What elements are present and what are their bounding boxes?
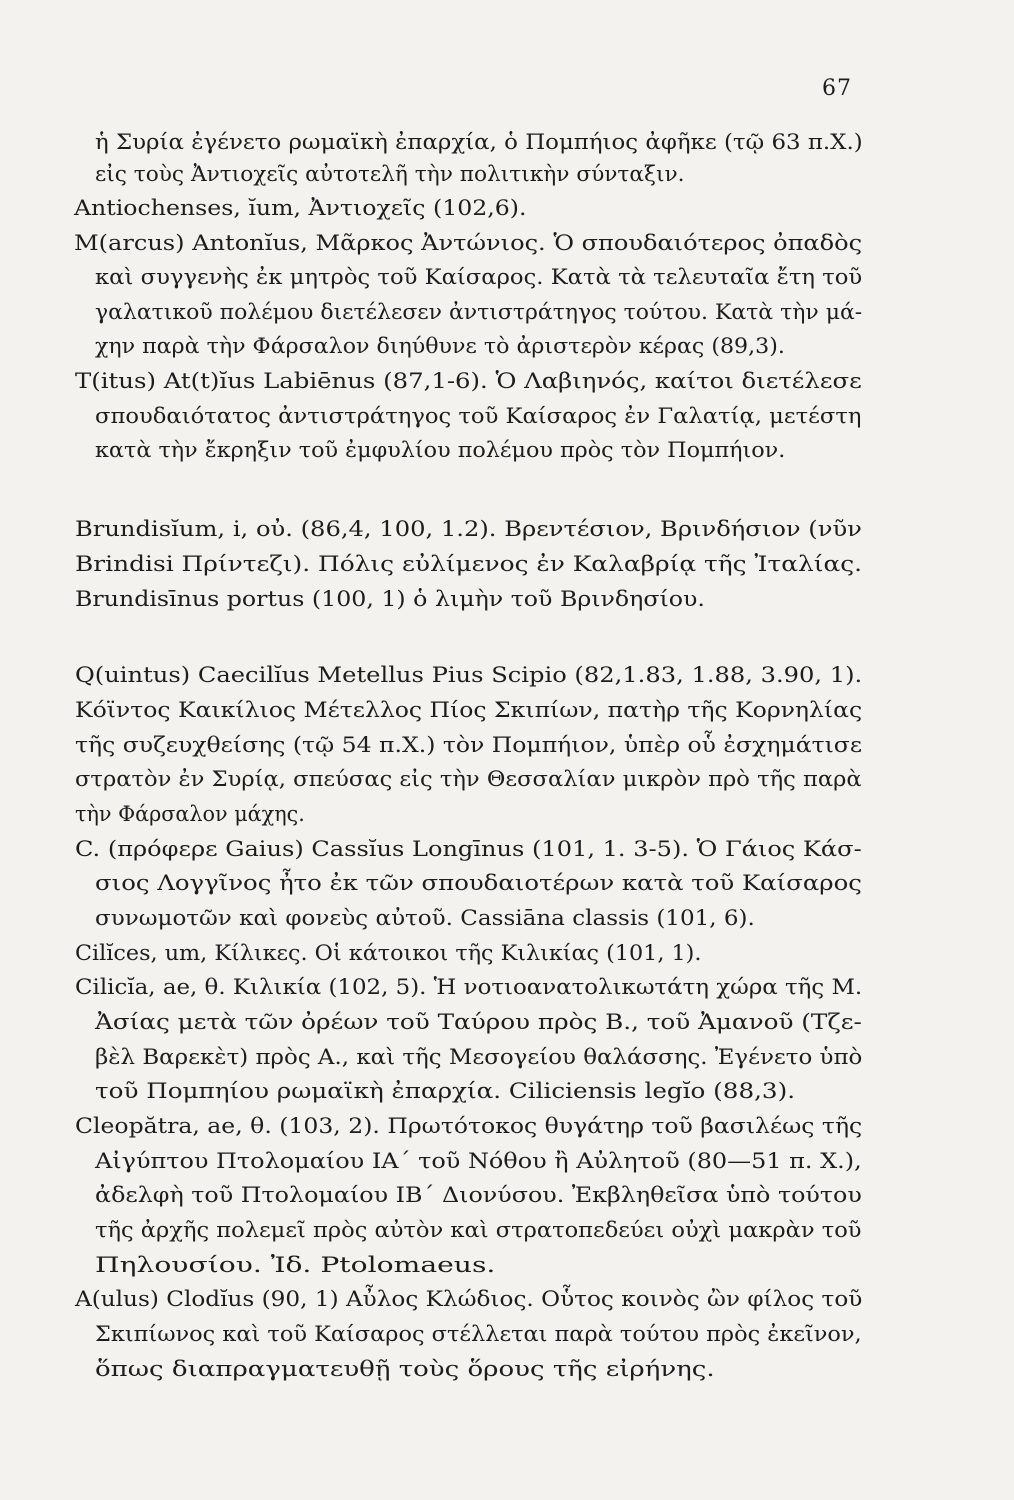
text-line: Cleopătra, ae, θ. (103, 2). Πρωτότοκος θυγάτηρ τοῦ βασιλέως τῆς xyxy=(75,1114,863,1138)
text-line: Brundisĭum, i, οὐ. (86,4, 100, 1.2). Βρεντέσιον, Βρινδήσιον (νῦν xyxy=(75,517,862,541)
text-line: εἰς τοὺς Ἀντιοχεῖς αὐτοτελῆ τὴν πολιτικὴν σύνταξιν. xyxy=(95,162,685,186)
text-line: γαλατικοῦ πολέμου διετέλεσεν ἀντιστράτηγος τούτου. Κατὰ τὴν μά- xyxy=(95,300,863,324)
text-line: σιος Λογγῖνος ἦτο ἐκ τῶν σπουδαιοτέρων κατὰ τοῦ Καίσαρος xyxy=(95,871,862,895)
text-line: T(itus) At(t)ĭus Labiēnus (87,1-6). Ὁ Λαβιηνός, καίτοι διετέλεσε xyxy=(75,369,862,393)
text-line: Q(uintus) Caecilĭus Metellus Pius Scipio (82,1.83, 1.88, 3.90, 1). xyxy=(75,663,863,687)
text-line: κατὰ τὴν ἔκρηξιν τοῦ ἐμφυλίου πολέμου πρὸς τὸν Πομπήιον. xyxy=(95,438,786,462)
text-line: Σκιπίωνος καὶ τοῦ Καίσαρος στέλλεται παρὰ τούτου πρὸς ἐκεῖνον, xyxy=(95,1322,862,1346)
text-line: συνωμοτῶν καὶ φονεὺς αὐτοῦ. Cassiāna classis (101, 6). xyxy=(95,906,755,930)
text-line: Αἰγύπτου Πτολομαίου ΙΑ΄ τοῦ Νόθου ἢ Αὐλητοῦ (80—51 π. Χ.), xyxy=(95,1149,862,1173)
text-line: Brundisīnus portus (100, 1) ὁ λιμὴν τοῦ Βρινδησίου. xyxy=(75,587,705,611)
text-line: τῆς ἀρχῆς πολεμεῖ πρὸς αὐτὸν καὶ στρατοπεδεύει οὐχὶ μακρὰν τοῦ xyxy=(95,1218,862,1242)
text-line: A(ulus) Clodĭus (90, 1) Αὖλος Κλώδιος. Οὗτος κοινὸς ὢν φίλος τοῦ xyxy=(75,1287,863,1311)
text-line: τοῦ Πομπηίου ρωμαϊκὴ ἐπαρχία. Ciliciensis legĭo (88,3). xyxy=(95,1079,796,1103)
text-line: βὲλ Βαρεκὲτ) πρὸς Α., καὶ τῆς Μεσογείου θαλάσσης. Ἐγένετο ὑπὸ xyxy=(95,1045,863,1069)
text-line: καὶ συγγενὴς ἐκ μητρὸς τοῦ Καίσαρος. Κατὰ τὰ τελευταῖα ἔτη τοῦ xyxy=(95,265,863,289)
text-line: ἡ Συρία ἐγένετο ρωμαϊκὴ ἐπαρχία, ὁ Πομπήιος ἀφῆκε (τῷ 63 π.Χ.) xyxy=(95,130,863,154)
text-line: ὅπως διαπραγματευθῇ τοὺς ὅρους τῆς εἰρήνης. xyxy=(95,1357,715,1381)
text-line: τὴν Φάρσαλον μάχης. xyxy=(75,802,305,826)
text-line: σπουδαιότατος ἀντιστράτηγος τοῦ Καίσαρος ἐν Γαλατίᾳ, μετέστη xyxy=(95,404,862,428)
text-line: Ἀσίας μετὰ τῶν ὀρέων τοῦ Ταύρου πρὸς Β., τοῦ Ἀμανοῦ (Τζε- xyxy=(95,1010,862,1034)
text-line: τῆς συζευχθείσης (τῷ 54 π.Χ.) τὸν Πομπήιον, ὑπὲρ οὗ ἐσχημάτισε xyxy=(75,733,863,757)
text-line: στρατὸν ἐν Συρίᾳ, σπεύσας εἰς τὴν Θεσσαλίαν μικρὸν πρὸ τῆς παρὰ xyxy=(75,767,862,791)
text-line: Cilĭces, um, Κίλικες. Οἱ κάτοικοι τῆς Κιλικίας (101, 1). xyxy=(75,941,702,965)
text-line: Cilicĭa, ae, θ. Κιλικία (102, 5). Ἡ νοτιοανατολικωτάτη χώρα τῆς Μ. xyxy=(75,975,863,999)
text-line: Antiochenses, ĭum, Ἀντιοχεῖς (102,6). xyxy=(74,196,527,220)
text-line: χην παρὰ τὴν Φάρσαλον διηύθυνε τὸ ἀριστερὸν κέρας (89,3). xyxy=(95,334,785,358)
page-number: 67 xyxy=(822,76,852,101)
text-line: Κόϊντος Καικίλιος Μέτελλος Πίος Σκιπίων, πατὴρ τῆς Κορνηλίας xyxy=(75,698,863,722)
text-line: Πηλουσίου. Ἰδ. Ptolomaeus. xyxy=(95,1253,496,1277)
text-line: ἀδελφὴ τοῦ Πτολομαίου ΙΒ΄ Διονύσου. Ἐκβληθεῖσα ὑπὸ τούτου xyxy=(95,1183,862,1207)
text-line: C. (πρόφερε Gaius) Cassĭus Longīnus (101, 1. 3-5). Ὁ Γάιος Κάσ- xyxy=(75,837,862,861)
text-line: Brindisi Πρίντεζι). Πόλις εὐλίμενος ἐν Καλαβρίᾳ τῆς Ἰταλίας. xyxy=(75,552,863,576)
text-line: M(arcus) Antonĭus, Μᾶρκος Ἀντώνιος. Ὁ σπουδαιότερος ὀπαδὸς xyxy=(74,231,863,255)
